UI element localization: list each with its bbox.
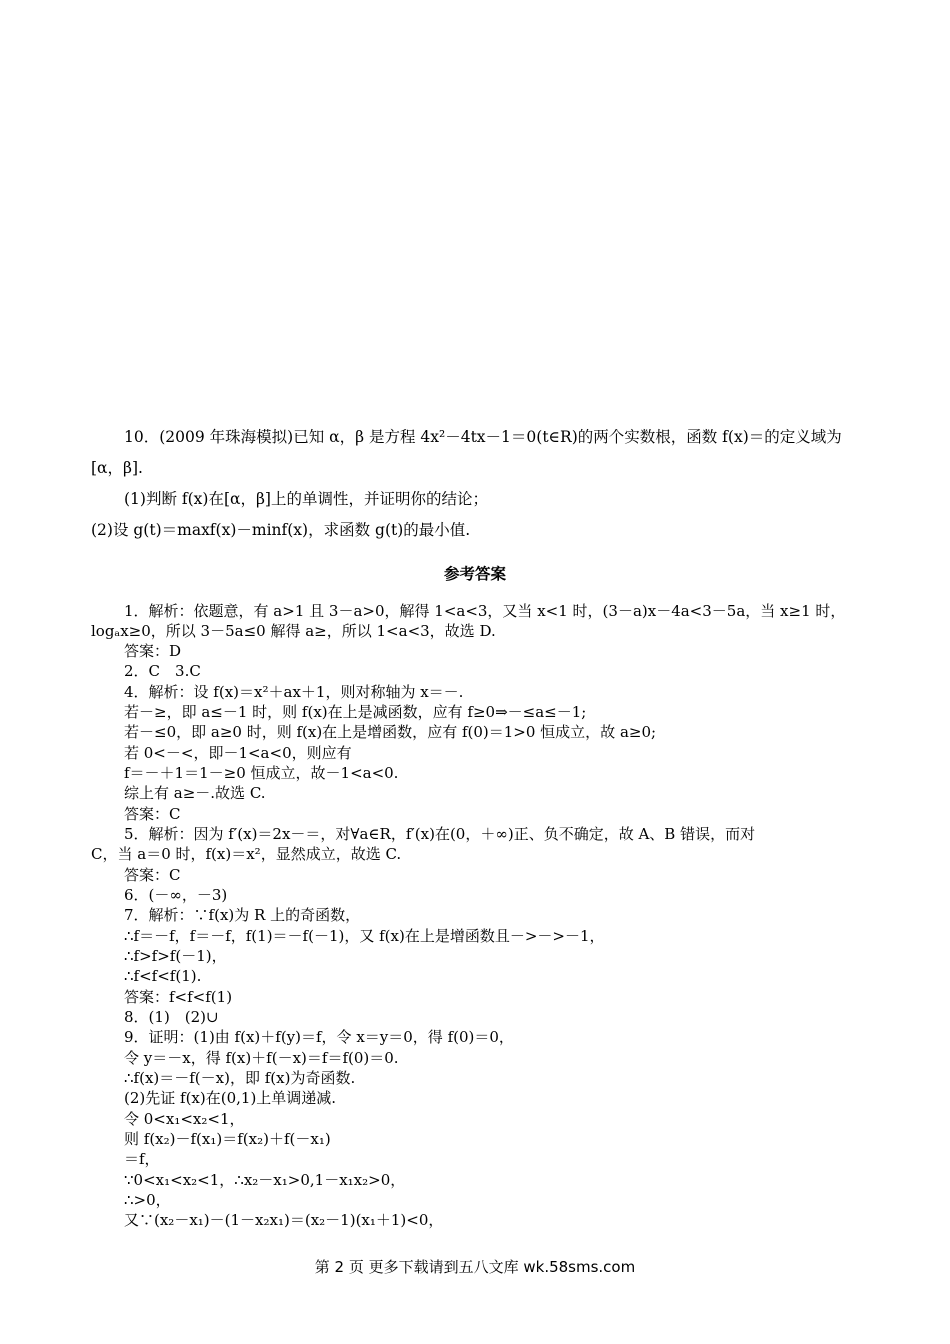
answer-line: 又∵(x₂－x₁)－(1－x₂x₁)＝(x₂－1)(x₁＋1)<0，	[124, 1211, 444, 1229]
answer-line: 5．解析：因为 f′(x)＝2x－＝，对∀a∈R，f′(x)在(0，＋∞)正、负不确定，故 A、B 错误，而对	[124, 825, 756, 843]
answer-line: 答案：f<f<f(1)	[124, 988, 233, 1006]
answer-line: 令 y＝－x，得 f(x)＋f(－x)＝f＝f(0)＝0.	[124, 1049, 399, 1067]
answer-line: 若－≥，即 a≤－1 时，则 f(x)在上是减函数，应有 f≥0⇒－≤a≤－1;	[124, 703, 587, 721]
answer-line: C，当 a＝0 时，f(x)＝x²，显然成立，故选 C.	[91, 845, 402, 863]
answer-line: 若－≤0，即 a≥0 时，则 f(x)在上是增函数，应有 f(0)＝1>0 恒成立，故 a≥0;	[124, 723, 657, 741]
answer-line: logₐx≥0，所以 3－5a≤0 解得 a≥，所以 1<a<3，故选 D.	[91, 622, 496, 640]
answer-line: f＝－＋1＝1－≥0 恒成立，故－1<a<0.	[124, 764, 399, 782]
answer-line: 1．解析：依题意，有 a>1 且 3－a>0，解得 1<a<3，又当 x<1 时，(3－a)x－4a<3－5a，当 x≥1 时，	[124, 602, 846, 620]
answer-line: 9．证明：(1)由 f(x)＋f(y)＝f，令 x＝y＝0，得 f(0)＝0，	[124, 1028, 514, 1046]
answer-line: 则 f(x₂)－f(x₁)＝f(x₂)＋f(－x₁)	[124, 1130, 331, 1148]
answer-line: 6．(－∞，－3)	[124, 886, 228, 904]
answer-line: ∵0<x₁<x₂<1，∴x₂－x₁>0,1－x₁x₂>0，	[124, 1171, 406, 1189]
answer-line: 若 0<－<，即－1<a<0，则应有	[124, 744, 352, 762]
answer-line: ∴f<f<f(1).	[124, 967, 202, 985]
answer-line: 2．C 3.C	[124, 662, 201, 680]
answer-line: 7．解析：∵f(x)为 R 上的奇函数，	[124, 906, 361, 924]
answer-line: ∴f>f>f(－1)，	[124, 947, 227, 965]
answer-line: 答案：C	[124, 866, 181, 884]
answers-heading: 参考答案	[443, 565, 506, 583]
question-10-part-2: (2)设 g(t)＝maxf(x)－minf(x)，求函数 g(t)的最小值.	[91, 521, 471, 539]
answer-line: 答案：D	[124, 642, 182, 660]
answer-line: 4．解析：设 f(x)＝x²＋ax＋1，则对称轴为 x＝－.	[124, 683, 464, 701]
answer-line: ＝f，	[124, 1150, 160, 1168]
answer-line: 综上有 a≥－.故选 C.	[124, 784, 266, 802]
question-10-line-1: 10．(2009 年珠海模拟)已知 α，β 是方程 4x²－4tx－1＝0(t∈R)的两个实数根，函数 f(x)＝的定义域为	[124, 428, 842, 446]
answer-line: ∴f＝－f，f＝－f，f(1)＝－f(－1)，又 f(x)在上是增函数且－>－>－1，	[124, 927, 605, 945]
answer-line: 令 0<x₁<x₂<1，	[124, 1110, 245, 1128]
page-footer: 第 2 页 更多下载请到五八文库 wk.58sms.com	[314, 1258, 636, 1276]
answer-line: ∴>0，	[124, 1191, 171, 1209]
answer-line: 8．(1) (2)∪	[124, 1008, 219, 1026]
answer-line: (2)先证 f(x)在(0,1)上单调递减.	[124, 1089, 337, 1107]
answer-line: ∴f(x)＝－f(－x)，即 f(x)为奇函数.	[124, 1069, 356, 1087]
answer-line: 答案：C	[124, 805, 181, 823]
question-10-line-2: [α，β].	[91, 459, 143, 477]
question-10-part-1: (1)判断 f(x)在[α，β]上的单调性，并证明你的结论；	[124, 490, 488, 508]
